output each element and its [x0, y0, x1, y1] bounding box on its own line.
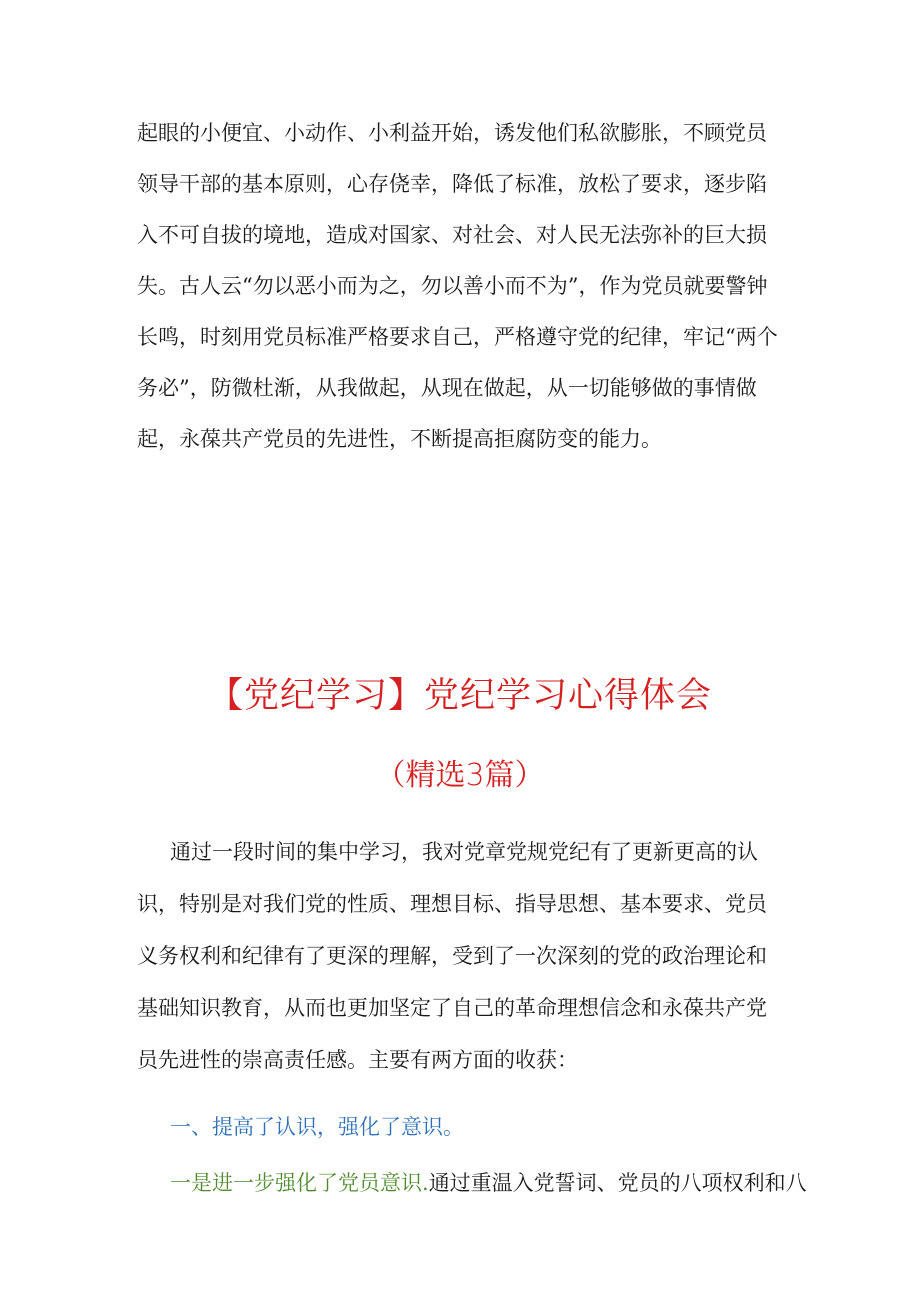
document-title: 【党纪学习】党纪学习心得体会: [207, 676, 712, 716]
intro-paragraph: 通过一段时间的集中学习，我对党章党规党纪有了更新更高的认识，特别是对我们党的性质、理想目标、指导思想、基本要求、党员义务权利和纪律有了更深的理解，受到了一次深刻的党的政治理论和基础知识教育，从而也更加坚定了自己的革命理想信念和永葆共产党员先进性的崇高责任感。主要有两方面的收获：: [137, 840, 767, 1072]
document-subtitle: （精选3篇）: [375, 758, 545, 793]
subpoint-text: 通过重温入党誓词、党员的八项权利和八: [428, 1171, 807, 1195]
subpoint-paragraph: [170, 1167, 807, 1197]
subpoint-lead: 一是进一步强化了党员意识.: [170, 1171, 429, 1195]
section-heading: 一、提高了认识，强化了意识。: [170, 1115, 464, 1139]
continuation-paragraph: 起眼的小便宜、小动作、小利益开始，诱发他们私欲膨胀，不顾党员领导干部的基本原则，心存侥幸，降低了标准，放松了要求，逐步陷入不可自拔的境地，造成对国家、对社会、对人民无法弥补的巨大损失。古人云“勿以恶小而为之，勿以善小而不为”，作为党员就要警钟长鸣，时刻用党员标准严格要求自己，严格遵守党的纪律，牢记“两个务必”，防微杜渐，从我做起，从现在做起，从一切能够做的事情做起，永葆共产党员的先进性，不断提高拒腐防变的能力。: [137, 121, 778, 451]
